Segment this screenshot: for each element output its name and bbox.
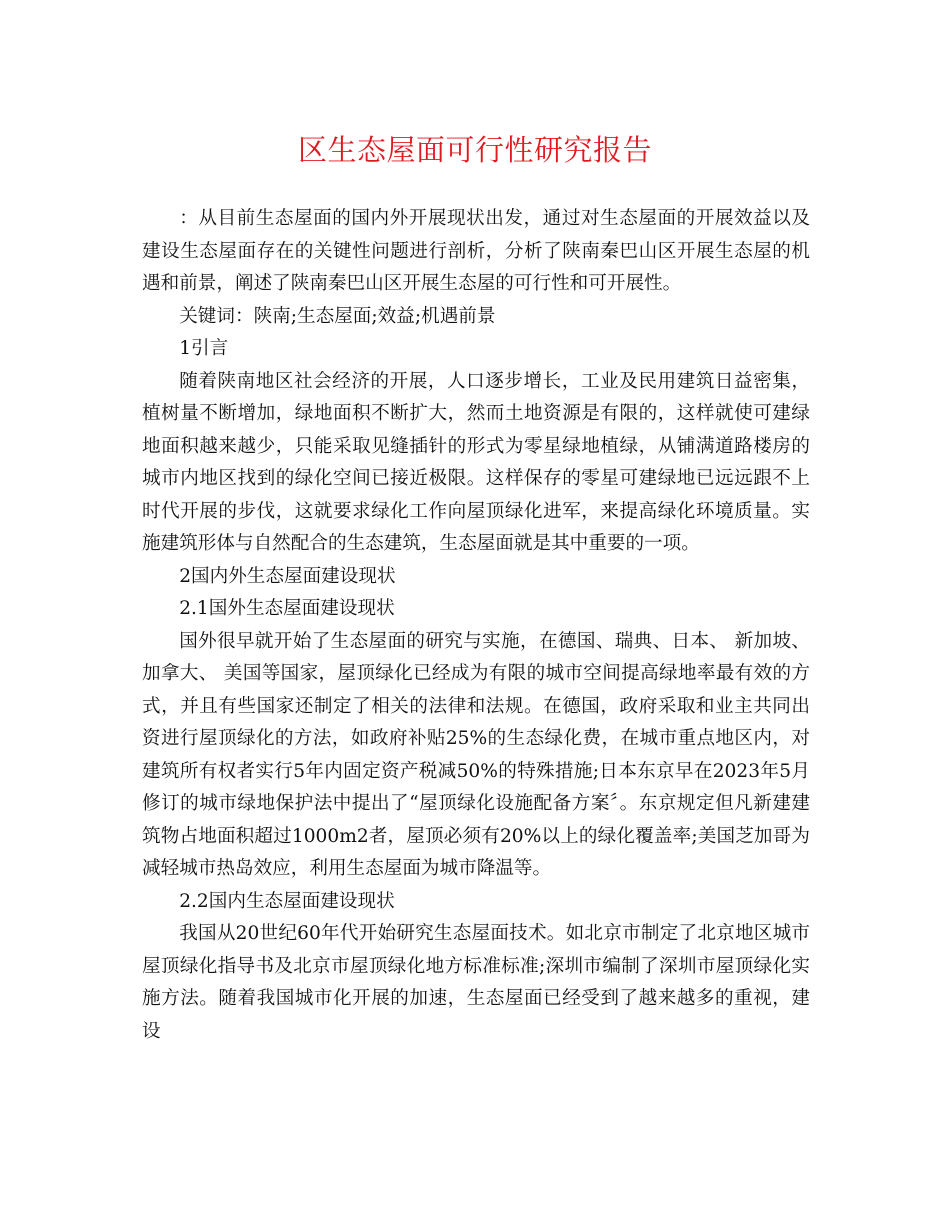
- abstract-paragraph: ：从目前生态屋面的国内外开展现状出发，通过对生态屋面的开展效益以及建设生态屋面存在的关键性问题进行剖析，分析了陕南秦巴山区开展生态屋的机遇和前景，阐述了陕南秦巴山区开展生态屋的可行性和可开展性。: [142, 208, 810, 294]
- body-paragraph: 随着陕南地区社会经济的开展，人口逐步增长，工业及民用建筑日益密集，植树量不断增加，绿地面积不断扩大，然而土地资源是有限的，这样就使可建绿地面积越来越少，只能采取见缝插针的形式为零星绿地植绿，从铺满道路楼房的城市内地区找到的绿化空间已接近极限。这样保存的零星可建绿地已远远跟不上时代开展的步伐，这就要求绿化工作向屋顶绿化进军，来提高绿化环境质量。实施建筑形体与自然配合的生态建筑，生态屋面就是其中重要的一项。: [142, 370, 810, 554]
- body-paragraph: 我国从20世纪60年代开始研究生态屋面技术。如北京市制定了北京地区城市屋顶绿化指导书及北京市屋顶绿化地方标准标准;深圳市编制了深圳市屋顶绿化实施方法。随着我国城市化开展的加速，生态屋面已经受到了越来越多的重视，建设: [142, 923, 810, 1042]
- document-title: 区生态屋面可行性研究报告: [297, 133, 652, 167]
- body-paragraph: 国外很早就开始了生态屋面的研究与实施，在德国、瑞典、日本、 新加坡、 加拿大、 美国等国家，屋顶绿化已经成为有限的城市空间提高绿地率最有效的方式，并且有些国家还制定了相关的法律和法规。在德国，政府采取和业主共同出资进行屋顶绿化的方法，如政府补贴25%的生态绿化费，在城市重点地区内，对建筑所有权者实行5年内固定资产税减50%的特殊措施;日本东京早在2023年5月修订的城市绿地保护法中提出了“屋顶绿化设施配备方案〞。东京规定但凡新建建筑物占地面积超过1000m2者，屋顶必须有20%以上的绿化覆盖率;美国芝加哥为减轻城市热岛效应，利用生态屋面为城市降温等。: [142, 630, 810, 879]
- document-body: [142, 203, 810, 1048]
- keywords-paragraph: 关键词：陕南;生态屋面;效益;机遇前景: [179, 305, 496, 327]
- subsection-heading-foreign: 2.1国外生态屋面建设现状: [179, 598, 395, 619]
- subsection-heading-domestic: 2.2国内生态屋面建设现状: [179, 890, 395, 912]
- section-heading-status: 2国内外生态屋面建设现状: [179, 565, 396, 587]
- section-heading-introduction: 1引言: [179, 338, 229, 359]
